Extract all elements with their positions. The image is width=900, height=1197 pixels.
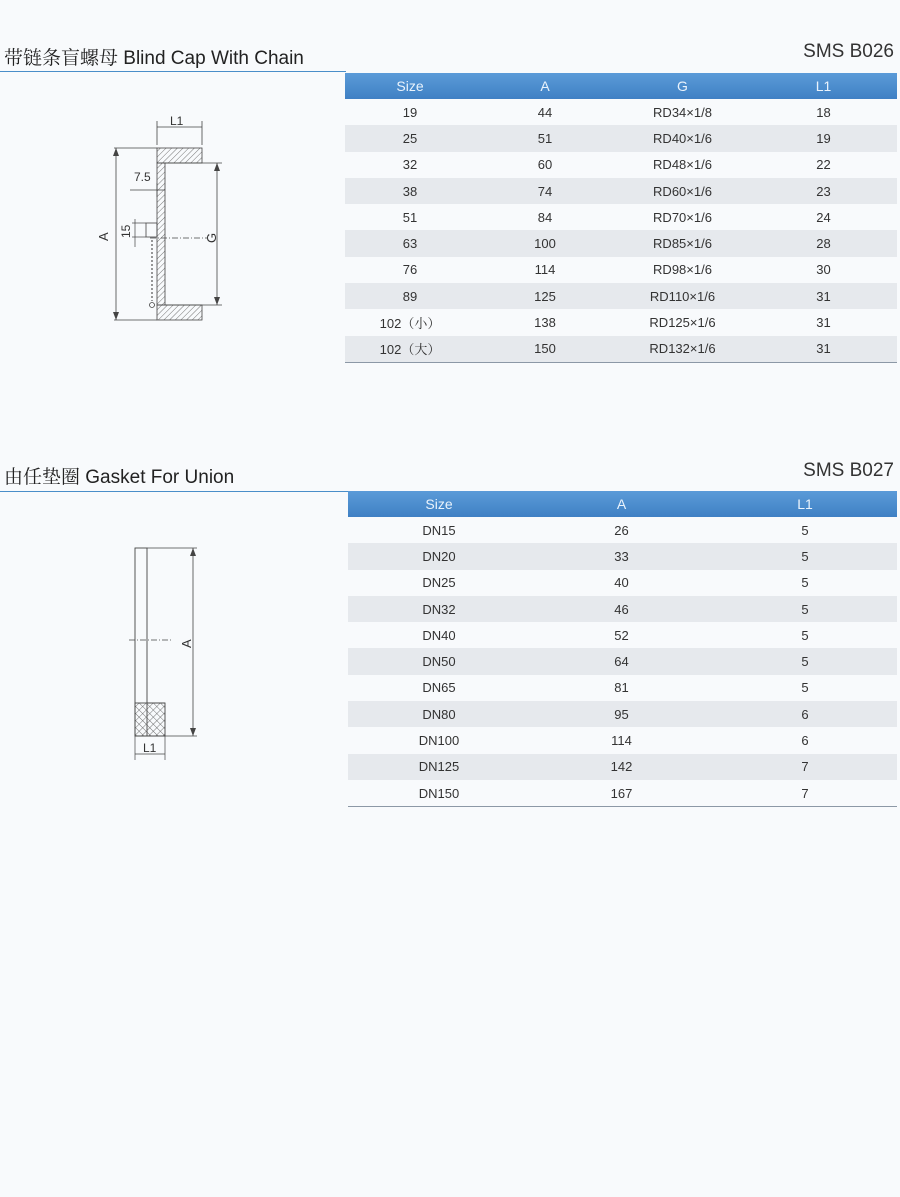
table-cell: RD98×1/6: [653, 262, 712, 278]
table-header-row: [345, 73, 897, 99]
table-row: [348, 596, 897, 622]
table-cell: 51: [402, 209, 418, 225]
table-cell: 95: [530, 701, 713, 727]
table-cell: 18: [816, 104, 831, 120]
table-cell: 19: [402, 104, 418, 120]
table-cell: 5: [713, 596, 897, 622]
table-cell: 60: [537, 157, 553, 173]
table-cell: DN15: [422, 522, 456, 538]
table-cell: 167: [530, 780, 713, 807]
header-a: A: [475, 73, 615, 99]
table-cell: 5: [801, 522, 809, 538]
blind-cap-drawing: [90, 105, 250, 335]
table-cell: RD125×1/6: [649, 315, 716, 331]
table-cell: 5: [801, 575, 809, 591]
table-cell: DN50: [348, 648, 530, 674]
table-cell: DN25: [422, 575, 456, 591]
section-code-b026: SMS B026: [803, 41, 894, 62]
section-title-blind-cap: 带链条盲螺母 Blind Cap With Chain: [4, 48, 304, 69]
a-label: A: [96, 232, 111, 241]
table-cell: 51: [475, 125, 615, 151]
table-cell: 31: [750, 283, 897, 309]
header-l1: L1: [713, 491, 897, 517]
table-row: [348, 570, 897, 596]
section-divider: [0, 491, 348, 492]
table-cell: 40: [614, 575, 629, 591]
table-cell: DN20: [348, 543, 530, 569]
table-row: [345, 283, 897, 309]
header-l1: L1: [750, 73, 897, 99]
table-cell: 26: [614, 522, 629, 538]
g-label: G: [204, 232, 219, 243]
table-row: [345, 204, 897, 230]
table-cell: RD40×1/6: [615, 125, 750, 151]
table-cell: 125: [475, 283, 615, 309]
header-size: Size: [345, 73, 475, 99]
table-cell: 31: [816, 315, 831, 331]
header-size: Size: [348, 491, 530, 517]
table-cell: 44: [537, 104, 553, 120]
table-cell: 19: [750, 125, 897, 151]
table-cell: 5: [801, 680, 809, 696]
table-cell: DN80: [348, 701, 530, 727]
table-cell: 114: [534, 262, 556, 278]
table-cell: 142: [530, 754, 713, 780]
section-code-b027: SMS B027: [803, 460, 894, 481]
gasket-spec-table: [348, 491, 897, 807]
table-cell: RD110×1/6: [615, 283, 750, 309]
table-cell: 76: [402, 262, 418, 278]
table-cell: RD34×1/8: [653, 104, 712, 120]
table-cell: 6: [713, 701, 897, 727]
table-cell: 63: [345, 230, 475, 256]
table-row: [348, 543, 897, 569]
table-cell: DN40: [422, 627, 456, 643]
table-cell: 25: [345, 125, 475, 151]
table-cell: RD85×1/6: [615, 230, 750, 256]
table-cell: 89: [345, 283, 475, 309]
table-cell: 38: [345, 178, 475, 204]
table-row: [348, 701, 897, 727]
table-cell: 150: [475, 336, 615, 363]
table-row: [348, 754, 897, 780]
table-row: [348, 648, 897, 674]
table-cell: DN32: [348, 596, 530, 622]
table-cell: 102（小）: [379, 316, 441, 332]
table-cell: DN100: [418, 733, 460, 749]
table-cell: 100: [475, 230, 615, 256]
table-header-row: [348, 491, 897, 517]
table-row: [345, 230, 897, 256]
table-cell: 114: [611, 733, 632, 749]
table-cell: RD70×1/6: [653, 209, 712, 225]
table-cell: 23: [750, 178, 897, 204]
table-cell: DN125: [348, 754, 530, 780]
header-a: A: [530, 491, 713, 517]
table-cell: 46: [530, 596, 713, 622]
header-g: G: [615, 73, 750, 99]
table-cell: 33: [530, 543, 713, 569]
table-cell: 64: [530, 648, 713, 674]
table-cell: 6: [801, 733, 809, 749]
table-cell: 102（大）: [345, 336, 475, 363]
table-row: [345, 125, 897, 151]
table-cell: 52: [614, 627, 629, 643]
table-row: [345, 257, 897, 283]
a-label: A: [179, 639, 194, 648]
table-cell: 5: [713, 648, 897, 674]
table-row: [348, 727, 897, 753]
section-divider: [0, 71, 346, 72]
table-cell: 74: [475, 178, 615, 204]
table-row: [348, 517, 897, 543]
table-cell: 138: [534, 315, 556, 331]
table-row: [345, 152, 897, 178]
table-cell: 84: [537, 209, 553, 225]
table-row: [345, 178, 897, 204]
gasket-drawing: [125, 540, 215, 765]
table-row: [348, 622, 897, 648]
table-cell: 7: [713, 754, 897, 780]
table-row: [345, 99, 897, 125]
table-row: [345, 309, 897, 335]
table-row: [345, 336, 897, 363]
table-cell: 81: [614, 680, 629, 696]
table-cell: 31: [750, 336, 897, 363]
table-cell: 28: [750, 230, 897, 256]
table-row: [348, 780, 897, 807]
table-cell: 32: [402, 157, 418, 173]
table-cell: DN65: [422, 680, 456, 696]
table-cell: 30: [816, 262, 831, 278]
table-row: [348, 675, 897, 701]
table-cell: RD132×1/6: [615, 336, 750, 363]
dim-15-label: 15: [119, 224, 133, 238]
table-cell: 24: [816, 209, 831, 225]
table-cell: 22: [816, 157, 831, 173]
section-title-gasket: 由任垫圈 Gasket For Union: [4, 467, 235, 488]
table-cell: RD48×1/6: [653, 157, 712, 173]
table-cell: 5: [713, 543, 897, 569]
dim-7-5-label: 7.5: [134, 170, 151, 184]
l1-label: L1: [170, 114, 184, 128]
table-cell: DN150: [348, 780, 530, 807]
blind-cap-spec-table: [345, 73, 897, 363]
table-cell: RD60×1/6: [615, 178, 750, 204]
table-cell: 5: [801, 627, 809, 643]
table-cell: 7: [713, 780, 897, 807]
l1-label: L1: [143, 741, 157, 755]
